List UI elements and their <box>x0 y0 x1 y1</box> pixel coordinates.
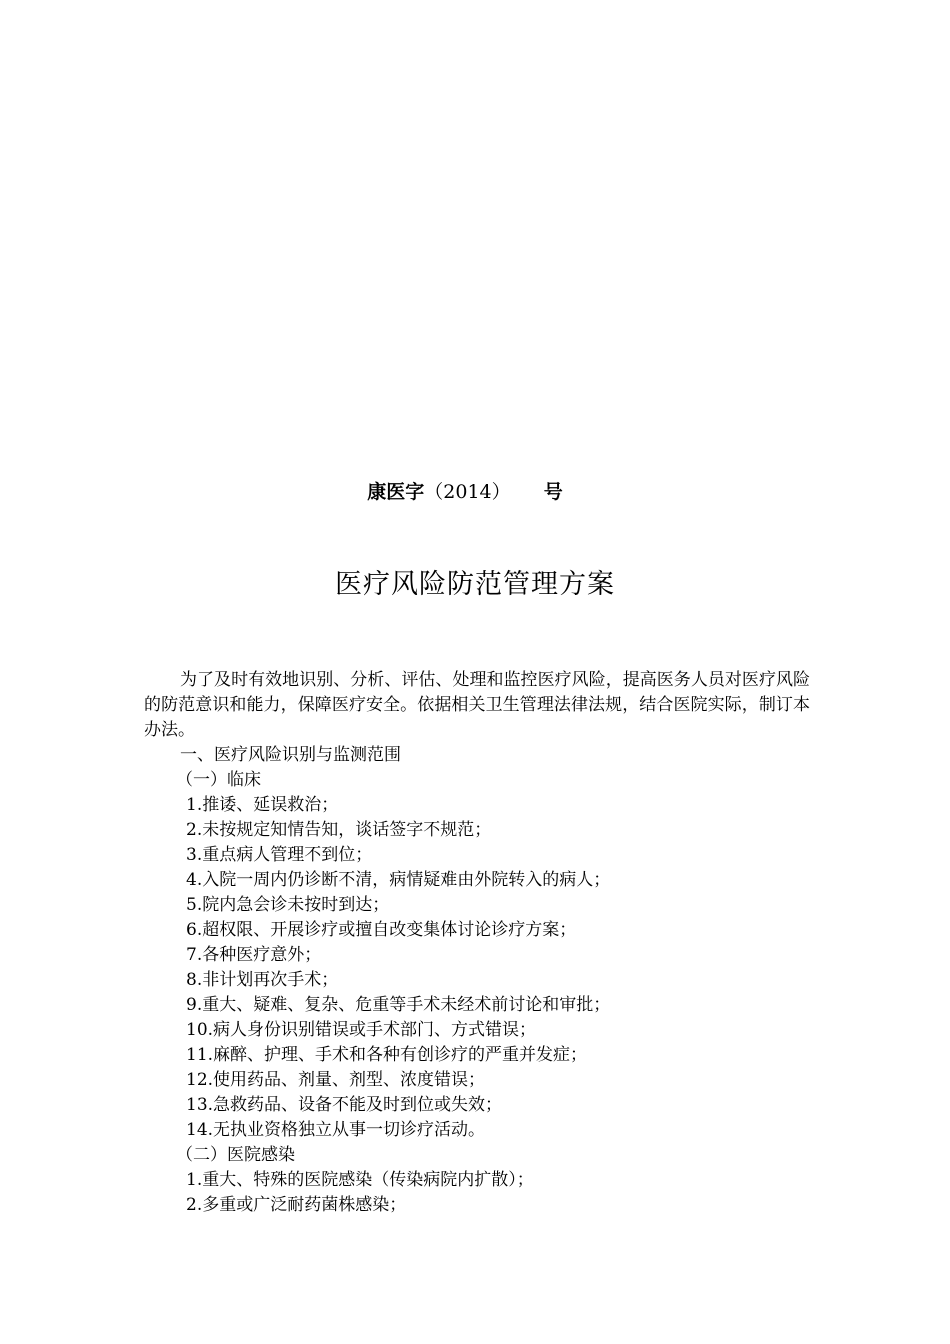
list-item: 3.重点病人管理不到位； <box>186 845 373 865</box>
list-item: 7.各种医疗意外； <box>186 945 322 965</box>
list-item: 2.多重或广泛耐药菌株感染； <box>186 1195 407 1215</box>
section-heading-1: 一、医疗风险识别与监测范围 <box>180 745 401 765</box>
list-item: 13.急救药品、设备不能及时到位或失效； <box>186 1095 503 1115</box>
document-title: 医疗风险防范管理方案 <box>335 569 615 600</box>
list-item: 1.重大、特殊的医院感染（传染病院内扩散）； <box>186 1170 534 1190</box>
list-item: 14.无执业资格独立从事一切诊疗活动。 <box>186 1120 486 1140</box>
document-body <box>144 668 810 1218</box>
list-item: 5.院内急会诊未按时到达； <box>186 895 390 915</box>
subsection-heading-clinical: （一）临床 <box>176 770 261 790</box>
document-number-suffix: 号 <box>543 481 563 503</box>
list-item: 9.重大、疑难、复杂、危重等手术未经术前讨论和审批； <box>186 995 611 1015</box>
document-number <box>0 478 930 506</box>
document-number-prefix: 康医字 <box>367 481 425 503</box>
document-number-year: （2014） <box>424 481 511 503</box>
list-item: 11.麻醉、护理、手术和各种有创诊疗的严重并发症； <box>186 1045 588 1065</box>
list-item: 10.病人身份识别错误或手术部门、方式错误； <box>186 1020 537 1040</box>
list-item: 6.超权限、开展诊疗或擅自改变集体讨论诊疗方案； <box>186 920 577 940</box>
list-item: 1.推诿、延误救治； <box>186 795 339 815</box>
intro-paragraph: 为了及时有效地识别、分析、评估、处理和监控医疗风险，提高医务人员对医疗风险的防范意识和能力，保障医疗安全。依据相关卫生管理法律法规，结合医院实际，制订本办法。 <box>144 670 810 740</box>
list-item: 4.入院一周内仍诊断不清，病情疑难由外院转入的病人； <box>186 870 611 890</box>
list-item: 12.使用药品、剂量、剂型、浓度错误； <box>186 1070 486 1090</box>
list-item: 8.非计划再次手术； <box>186 970 339 990</box>
list-item: 2.未按规定知情告知，谈话签字不规范； <box>186 820 492 840</box>
subsection-heading-infection: （二）医院感染 <box>176 1145 295 1165</box>
